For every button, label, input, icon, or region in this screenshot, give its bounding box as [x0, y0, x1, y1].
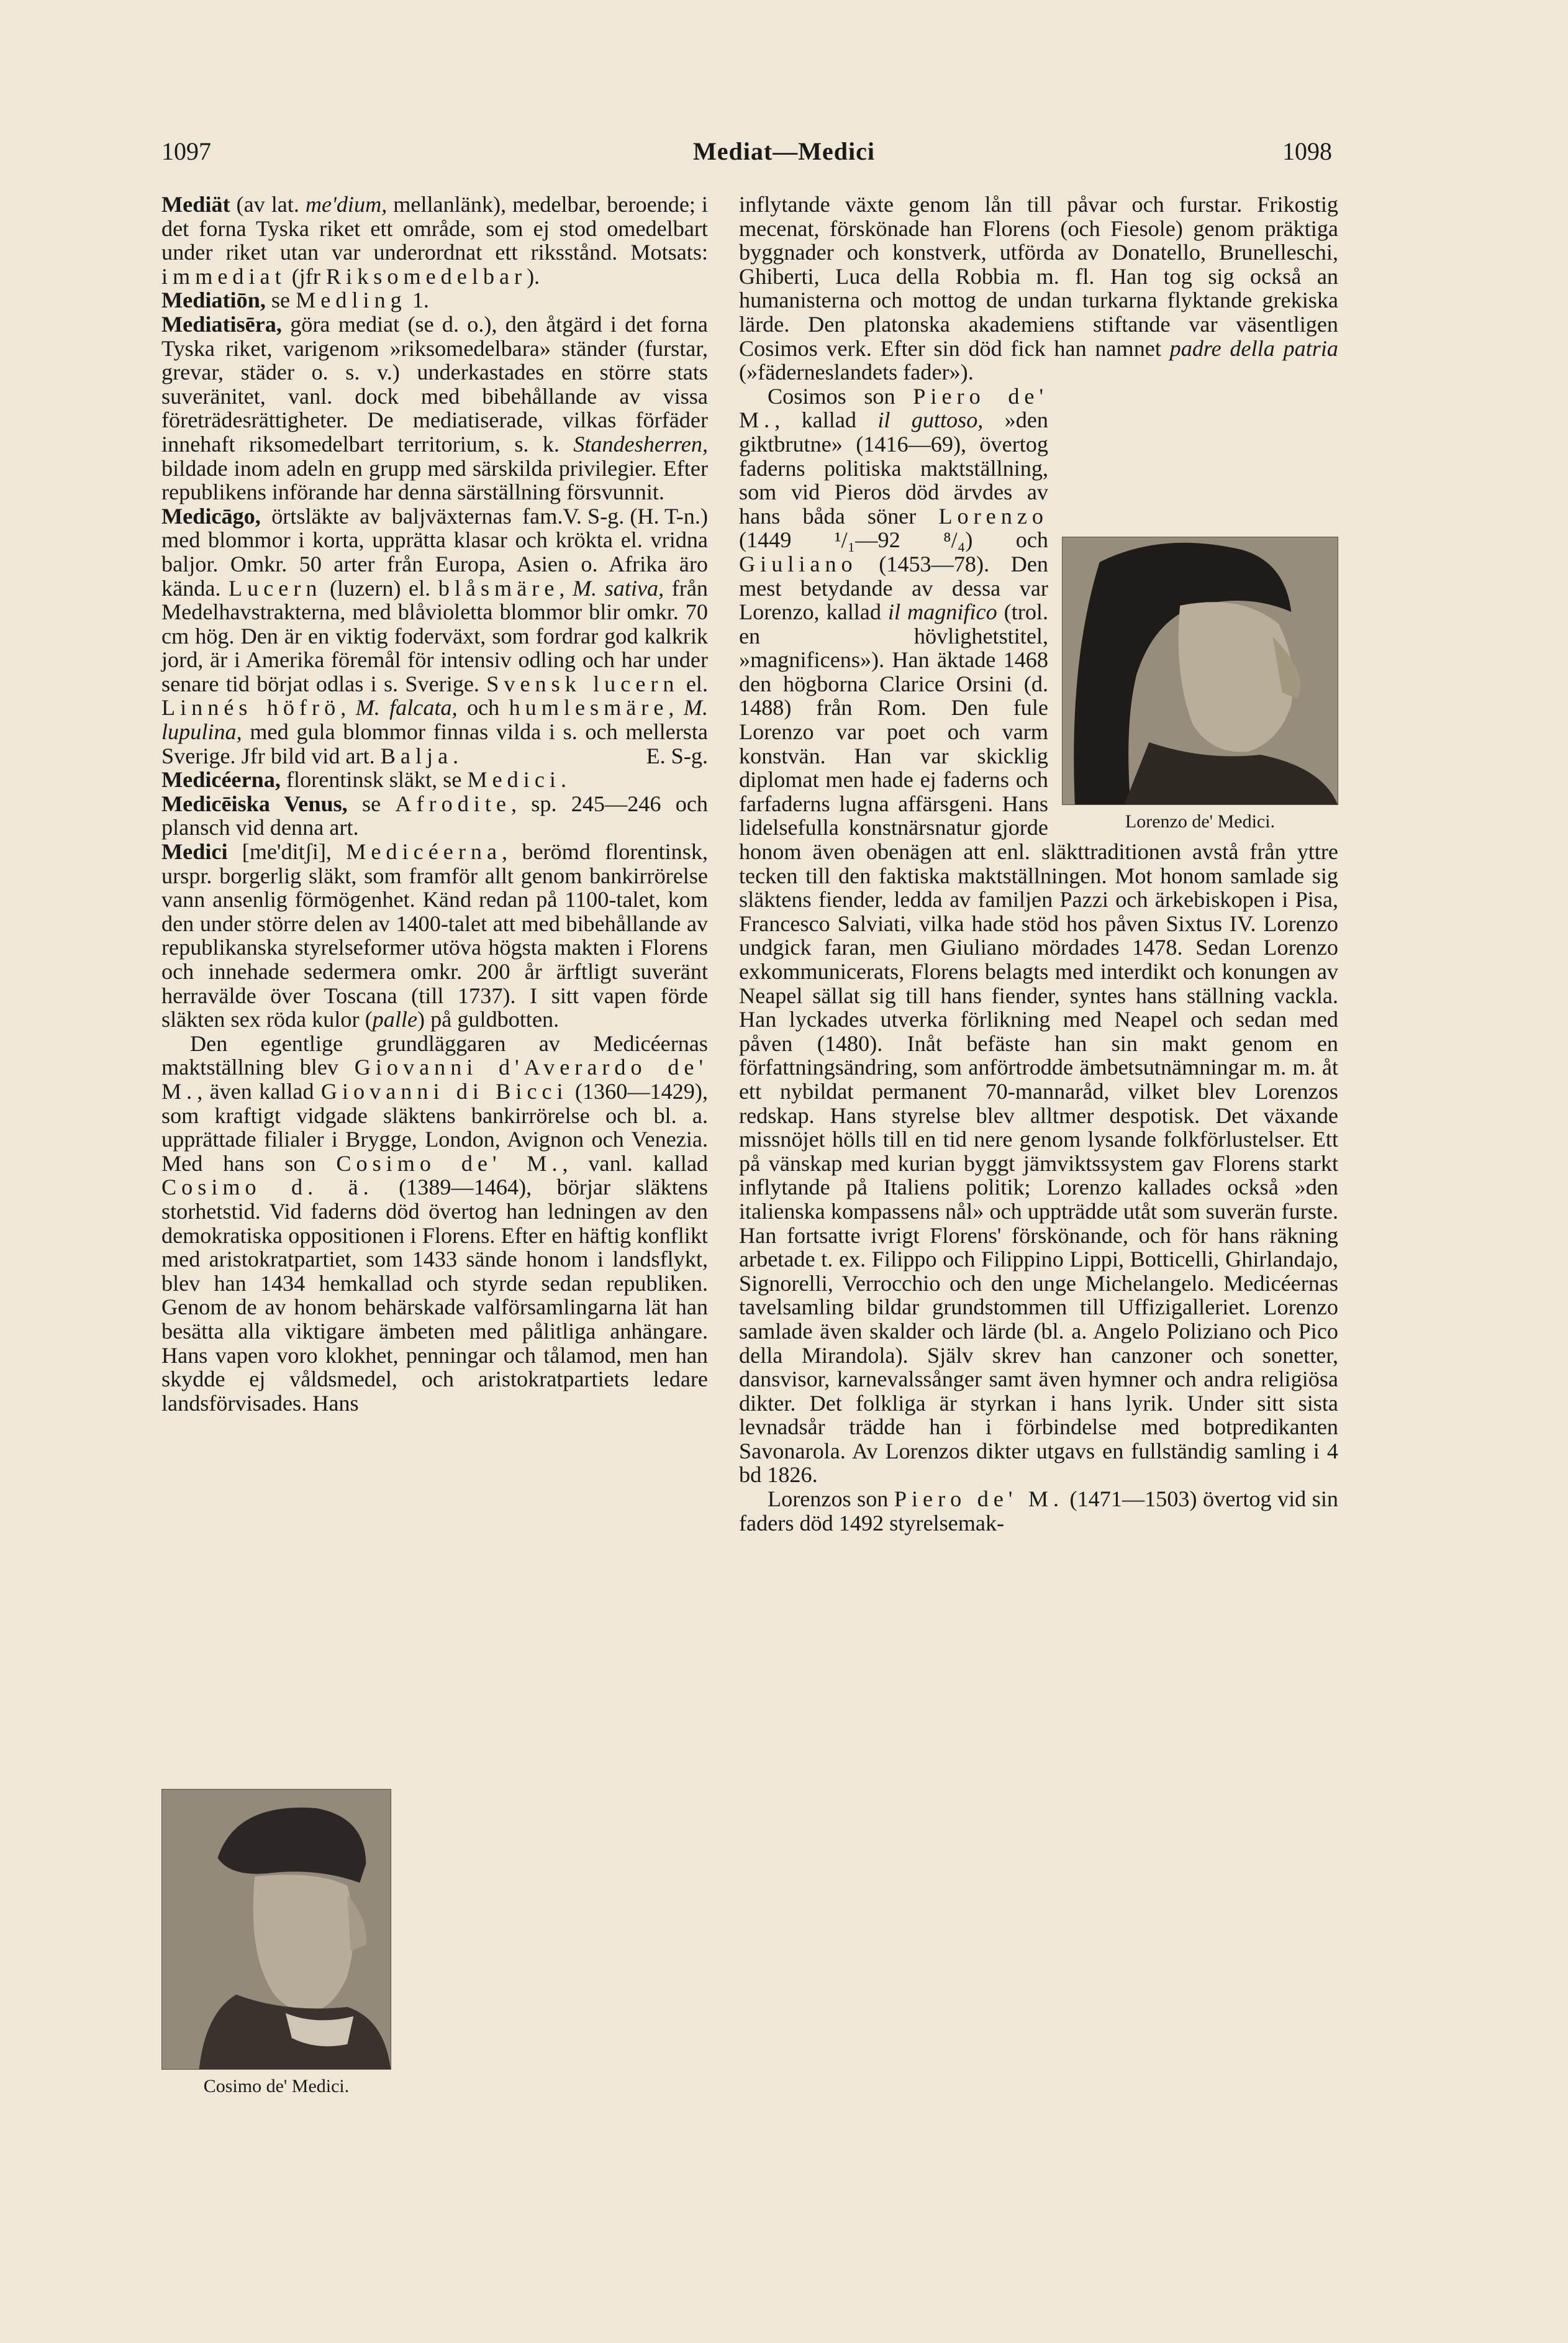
portrait-image [1062, 537, 1338, 805]
paragraph-cosimo-continued: inflytande växte genom lån till påvar och furstar. Frikostig mecenat, förskönade han Florens (och Fiesole) genom präktiga byggnader och konstverk, utförda av Donatello, Brunelleschi, Ghiberti, Luca della Robbia m. fl. Han tog sig också an humanisterna och mottog de undan turkarna flyktande grekiska lärde. Den platonska akademiens stiftande var väsentligen Cosimos verk. Efter sin död fick han namnet padre della patria (»fäderneslandets fader»). [739, 192, 1338, 385]
entry-mediceerna: Medicéerna, florentinsk släkt, se Medici. [161, 767, 566, 793]
entry-medicago: Medicāgo, örtsläkte av baljväxternas fam. med blommor i korta, upprätta klasar och krökta el. vridna baljor. Omkr. 50 arter från Europa, Asien o. Afrika äro kända. Lucern (luzern) el. blåsmäre, M. sativa, från Medelhavstrakterna, med blåvioletta blommor blir omkr. 70 cm hög. Den är en viktig foderväxt, som fordrar god kalkrik jord, är i Amerika föremål för intensiv odling och har under senare tid börjat odlas i s. Sverige. Svensk lucern el. Linnés höfrö, M. falcata, och humlesmäre, M. lupulina, med gula blommor finnas vilda i s. och mellersta Sverige. Jfr bild vid art. Balja. E. S-g. [161, 503, 708, 768]
signature: V. S-g. (H. T-n.) [563, 503, 708, 529]
entry-mediation: Mediatiōn, se Medling 1. [161, 288, 429, 313]
paragraph-giovanni-cosimo: Den egentlige grundläggaren av Medicéernas maktställning blev Giovanni d'Averardo de' M., även kallad Giovanni di Bicci (1360—1429), som kraftigt vidgade släktens bankirrörelse och bl. a. upprättade filialer i Brygge, London, Avignon och Venezia. Med hans son Cosimo de' M., vanl. kallad Cosimo d. ä. (1389—1464), börjar släktens storhetstid. Vid faderns död övertog han ledningen av den demokratiska oppositionen i Florens. Efter en häftig konflikt med aristokratpartiet, som 1433 sände honom i landsflykt, blev han 1434 hemkallad och styrde sedan republiken. Genom de av honom behärskade valförsamlingarna lät han besätta alla viktigare ämbeten med pålitliga anhängare. Hans vapen voro klokhet, penningar och tålamod, men han skydde ej våldsmedel, och aristokratpartiets ledare landsförvisades. Hans [161, 1030, 709, 1416]
headword: Mediatisēra, [161, 311, 282, 337]
headword: Medicāgo, [161, 503, 261, 529]
headword: Mediät [161, 192, 230, 217]
paragraph-piero-son: Lorenzos son Piero de' M. (1471—1503) övertog vid sin faders död 1492 styrelsemak- [739, 1486, 1338, 1535]
page-number-left: 1097 [161, 137, 211, 165]
right-column [739, 193, 1338, 2255]
figure-lorenzo [1062, 537, 1338, 832]
figure-cosimo [161, 1789, 391, 2097]
headword: Medici [161, 839, 228, 865]
figure-caption: Lorenzo de' Medici. [1125, 811, 1276, 832]
entry-mediceiska-venus: Medicēiska Venus, se Afrodite, sp. 245—246 och plansch vid denna art. [161, 791, 708, 840]
headword: Medicéerna, [161, 767, 281, 793]
entry-mediatisera: Mediatisēra, göra mediat (se d. o.), den åtgärd i det forna Tyska riket, varigenom »riksomedelbara» ständer (furstar, grevar, städer o. s. v.) underkastades en större stats suveränitet, vanl. dock med bibehållande av vissa företrädesrättigheter. De mediatiserade, vilkas förfäder innehaft riksomedelbart territorium, s. k. Standesherren, bildade inom adeln en grupp med särskilda privilegier. Efter republikens införande har denna särställning försvunnit. V. S-g. (H. T-n.) [161, 311, 708, 529]
signature: E. S-g. [646, 743, 708, 768]
running-title: Mediat—Medici [693, 137, 875, 165]
headword: Mediatiōn, [161, 288, 266, 313]
page-header [0, 137, 1568, 186]
portrait-image [161, 1789, 391, 2070]
headword: Medicēiska Venus, [161, 791, 348, 816]
figure-caption: Cosimo de' Medici. [203, 2076, 350, 2096]
paragraph-piero-lorenzo: Cosimos son Piero de' M., kallad il guttoso, »den giktbrutne» (1416—69), övertog faderns politiska maktställning, som vid Pieros död ärvdes av hans båda söner Lorenzo (1449 ¹/₁—92 ⁸/₄) och Giuliano (1453—78). Den mest betydande av dessa var Lorenzo, kallad il magnifico (trol. en hövlighetstitel, »magnificens»). Han äktade 1468 den högborna Clarice Orsini (d. 1488) från Rom. Den fule Lorenzo var poet och varm konstvän. Han var skicklig diplomat men hade ej faderns och farfaderns lugna affärsgeni. Hans lidelsefulla konstnärsnatur gjorde honom även obenägen att enl. släkttraditionen avstå från yttre tecken till den faktiska maktställningen. Mot honom samlade sig släktens fiender, ledda av familjen Pazzi och ärkebiskopen i Pisa, Francesco Salviati, vilka hade stöd hos påven Sixtus IV. Lorenzo undgick faran, men Giuliano mördades 1478. Sedan Lorenzo exkommunicerats, Florens belagts med interdikt och konungen av Neapel sällat sig till hans fiender, syntes hans ställning vackla. Han lyckades utverka förlikning med Neapel och sedan med påven (1480). Inåt befäste han sin makt genom en författningsändring, som anförtrodde ämbetsutnämningar m. m. åt ett nybildat permanent 70-mannaråd, vilket blev Lorenzos redskap. Hans styrelse blev alltmer despotisk. Det växande missnöjet hölls till en tid nere genom lysande folkförlustelser. Ett på vänskap med kurian byggt jämviktssystem gav Florens starkt inflytande på Italiens politik; Lorenzo kallades också »den italienska kompassens nål» och uppträdde utåt som suverän furste. Han fortsatte ivrigt Florens' förskönande, och för hans räkning arbetade t. ex. Filippo och Filippino Lippi, Botticelli, Ghirlandajo, Signorelli, Verrocchio och den unge Michelangelo. Medicéernas tavelsamling bildar grundstommen till Uffizigalleriet. Lorenzo samlade även skalder och lärde (bl. a. Angelo Poliziano och Pico della Mirandola). Själv skrev han canzoner och sonetter, dansvisor, karnevalssånger samt även hymner och andra religiösa dikter. Det folkliga är styrkan i hans lyrik. Under sitt sista levnadsår trädde han i förbindelse med botpredikanten Savonarola. Av Lorenzos dikter utgavs en fullständig samling i 4 bd 1826. [739, 383, 1338, 1488]
entry-medici: Medici [me'ditʃi], Medicéerna, berömd florentinsk, urspr. borgerlig släkt, som framför allt genom bankirrörelse vann ansenlig förmögenhet. Känd redan på 1100-talet, kom den under större delen av 1400-talet att med bibehållande av republikanska styrelseformer utöva högsta makten i Florens och innehade sedermera omkr. 200 år ärftligt suveränt herravälde över Toscana (till 1737). I sitt vapen förde släkten sex röda kulor (palle) på guldbotten. [161, 839, 708, 1032]
page-number-right: 1098 [1282, 137, 1332, 165]
entry-mediat: Mediät (av lat. me'dium, mellanlänk), medelbar, beroende; i det forna Tyska riket ett område, som ej stod omedelbart under riket utan var underordnat ett riksstånd. Motsats: immediat (jfr Riksomedelbar). [161, 192, 708, 289]
